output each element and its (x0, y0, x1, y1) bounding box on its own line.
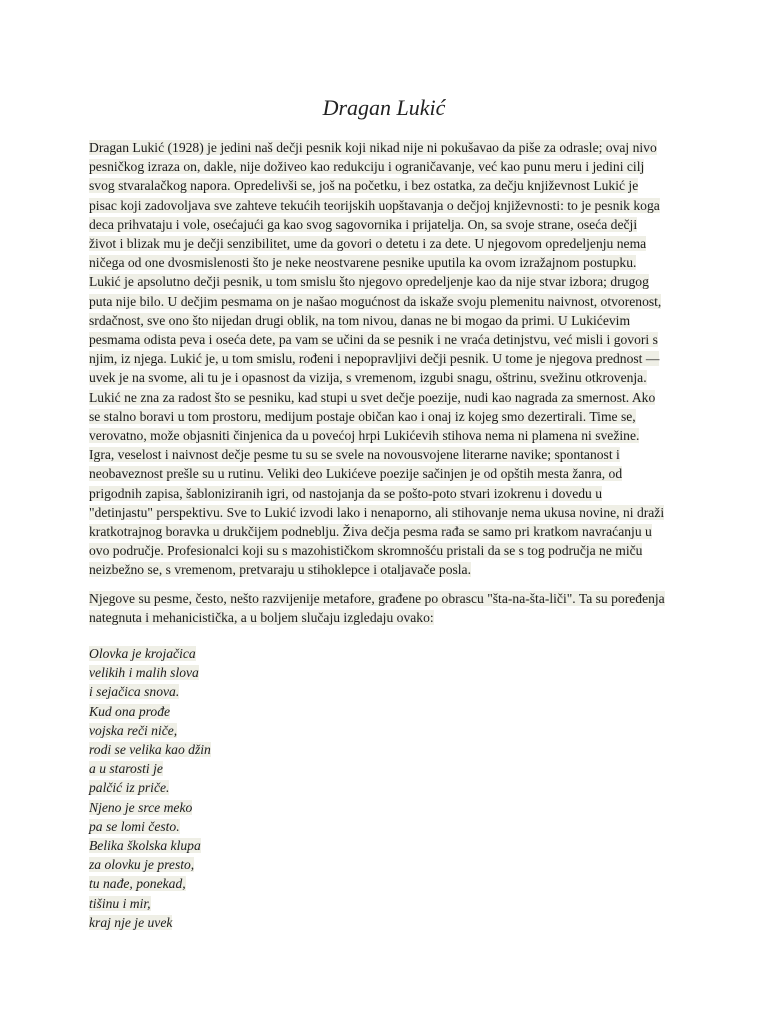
text-line: njim, iz njega. Lukić je, u tom smislu, rođeni i nepopravljivi dečji pesnik. U tome je njegova prednost — (89, 351, 660, 367)
text-line: pesničkog izraza on, dakle, nije doživeo kao redukciju i ograničavanje, već kao punu meru i jedini cilj (89, 159, 645, 175)
text-line: svog stvaralačkog napora. Opredelivši se, još na početku, i bez ostatka, za dečju književnost Lukić je (89, 178, 639, 194)
text-line: Dragan Lukić (1928) je jedini naš dečji pesnik koji nikad nije ni pokušavao da piše za odrasle; ovaj nivo (89, 140, 657, 155)
poem-line: tišinu i mir, (89, 895, 151, 911)
text-line: prigodnih zapisa, šablonizirаnih igri, od nastojanja da se pošto-poto stvari izokrenu i dovedu u (89, 485, 603, 501)
text-line: deca prihvataju i vole, osećajući ga kao svog sagovornika i prijatelja. On, sa svoje strane, oseća dečji (89, 216, 638, 232)
text-line: "detinjastu" perspektivu. Sve to Lukić izvodi lako i nenaporno, ali stihovanje nema ukusa novine, ni draži (89, 504, 665, 520)
text-line: Igra, veselost i naivnost dečje pesme tu su se svele na novousvojene literarne navike; spontanost i (89, 447, 620, 463)
text-line: život i blizak mu je dečji senzibilitet, ume da govori o detetu i za dete. U njegovom opredeljenju nema (89, 236, 647, 252)
poem-line: tu nađe, ponekad, (89, 876, 186, 892)
paragraph-metaphors (89, 589, 689, 627)
poem-line: i sejačica snova. (89, 684, 180, 700)
poem-line: pa se lomi često. (89, 818, 180, 834)
text-line: verovatno, može objasniti činjenica da u povećoj hrpi Lukićevih stihova nema ni plamena ni svežine. (89, 428, 640, 444)
text-line: neizbežno se, s vremenom, pretvaraju u stihoklepce i otaljavače posla. (89, 562, 471, 578)
text-line: neobaveznost prešle su u rutinu. Veliki deo Lukićeve poezije sačinjen je od opštih mesta žanra, od (89, 466, 623, 482)
poem-line: za olovku je presto, (89, 857, 195, 873)
poem-line: Kud ona prođe (89, 703, 171, 719)
poem-line: Olovka je krojačica (89, 646, 196, 661)
poem-excerpt (89, 644, 211, 932)
paragraph-intro (89, 138, 689, 580)
poem-line: palčić iz priče. (89, 780, 170, 796)
document-title: Dragan Lukić (322, 95, 446, 120)
text-line: Lukić je apsolutno dečji pesnik, u tom smislu što njegovo opredeljenje kao da nije stvar izbora; drugog (89, 274, 649, 290)
poem-line: Belika školska klupa (89, 838, 201, 854)
text-line: ovo područje. Profesionalci koji su s mazohističkom skromnošću pristali da se s tog područja ne miču (89, 543, 643, 559)
poem-line: rodi se velika kao džin (89, 742, 211, 758)
text-line: srdačnost, sve ono što nijedan drugi oblik, na tom nivou, danas ne bi mogao da primi. U Lukićevim (89, 312, 631, 328)
text-line: Njegove su pesme, često, nešto razvijenije metafore, građene po obrascu "šta-na-šta-liči". Ta su poređenja (89, 591, 665, 606)
text-line: nategnuta i mehanicistička, a u boljem slučaju izgledaju ovako: (89, 610, 434, 626)
text-line: puta nije bilo. U dečjim pesmama on je našao mogućnost da iskaže svoju plemenitu naivnost, otvorenost, (89, 293, 662, 309)
text-line: se stalno boravi u tom prostoru, medijum postaje običan kao i onaj iz kojeg smo dezertirali. Time se, (89, 408, 636, 424)
poem-line: kraj nje je uvek (89, 914, 173, 930)
text-line: pesmama odista peva i oseća dete, pa vam se učini da se pesnik i ne vraća detinjstvu, već misli i govori s (89, 332, 658, 348)
text-line: ničega od one dvosmislenosti što je neke neostvarene pesnike uputila ka ovom izražajnom postupku. (89, 255, 637, 271)
text-line: Lukić ne zna za radost što se pesniku, kad stupi u svet dečje poezije, nudi kao nagrada za smernost. Ako (89, 389, 656, 405)
poem-line: Njeno je srce meko (89, 799, 193, 815)
poem-line: velikih i malih slova (89, 665, 199, 681)
poem-line: a u starosti je (89, 761, 163, 777)
text-line: uvek je na svome, ali tu je i opasnost da vizija, s vremenom, izgubi snagu, oštrinu, svežinu otkrovenja. (89, 370, 647, 386)
text-line: kratkotrajnog boravka u drukčijem podneblju. Živa dečja pesma rađa se samo pri kratkom navraćanju u (89, 524, 652, 540)
text-line: pisac koji zadovoljava sve zahteve tekućih teorijskih uopštavanja o dečjoj književnosti: to je pesnik koga (89, 197, 660, 213)
poem-line: vojska reči niče, (89, 722, 178, 738)
